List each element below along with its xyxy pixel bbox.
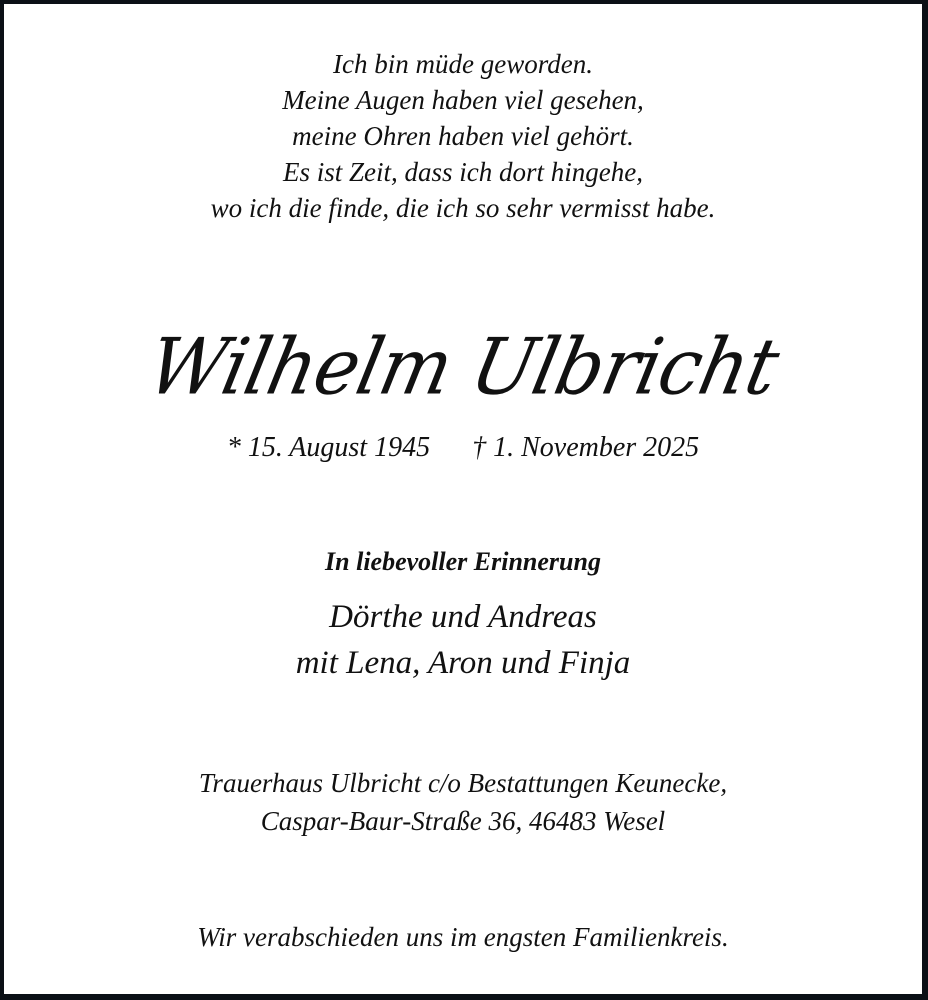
mourners-line: Dörthe und Andreas [329, 599, 597, 635]
poem-line: meine Ohren haben viel gehört. [292, 121, 634, 151]
obituary-card [4, 4, 922, 994]
mourning-address [4, 764, 922, 840]
death-date: † 1. November 2025 [472, 432, 700, 463]
poem-line: Ich bin müde geworden. [333, 49, 593, 79]
poem [4, 46, 922, 226]
address-line: Caspar-Baur-Straße 36, 46483 Wesel [260, 806, 666, 836]
birth-date: * 15. August 1945 [226, 432, 431, 463]
mourners-line: mit Lena, Aron und Finja [295, 645, 631, 681]
deceased-name: Wilhelm Ulbricht [140, 321, 786, 413]
address-line: Trauerhaus Ulbricht c/o Bestattungen Keunecke, [198, 768, 728, 798]
closing-note: Wir verabschieden uns im engsten Familienkreis. [197, 922, 729, 952]
life-dates [4, 428, 922, 468]
poem-line: wo ich die finde, die ich so sehr vermisst habe. [210, 193, 716, 223]
memory-heading: In liebevoller Erinnerung [325, 547, 601, 576]
poem-line: Es ist Zeit, dass ich dort hingehe, [283, 157, 643, 187]
mourners-list [4, 594, 922, 686]
poem-line: Meine Augen haben viel gesehen, [282, 85, 644, 115]
